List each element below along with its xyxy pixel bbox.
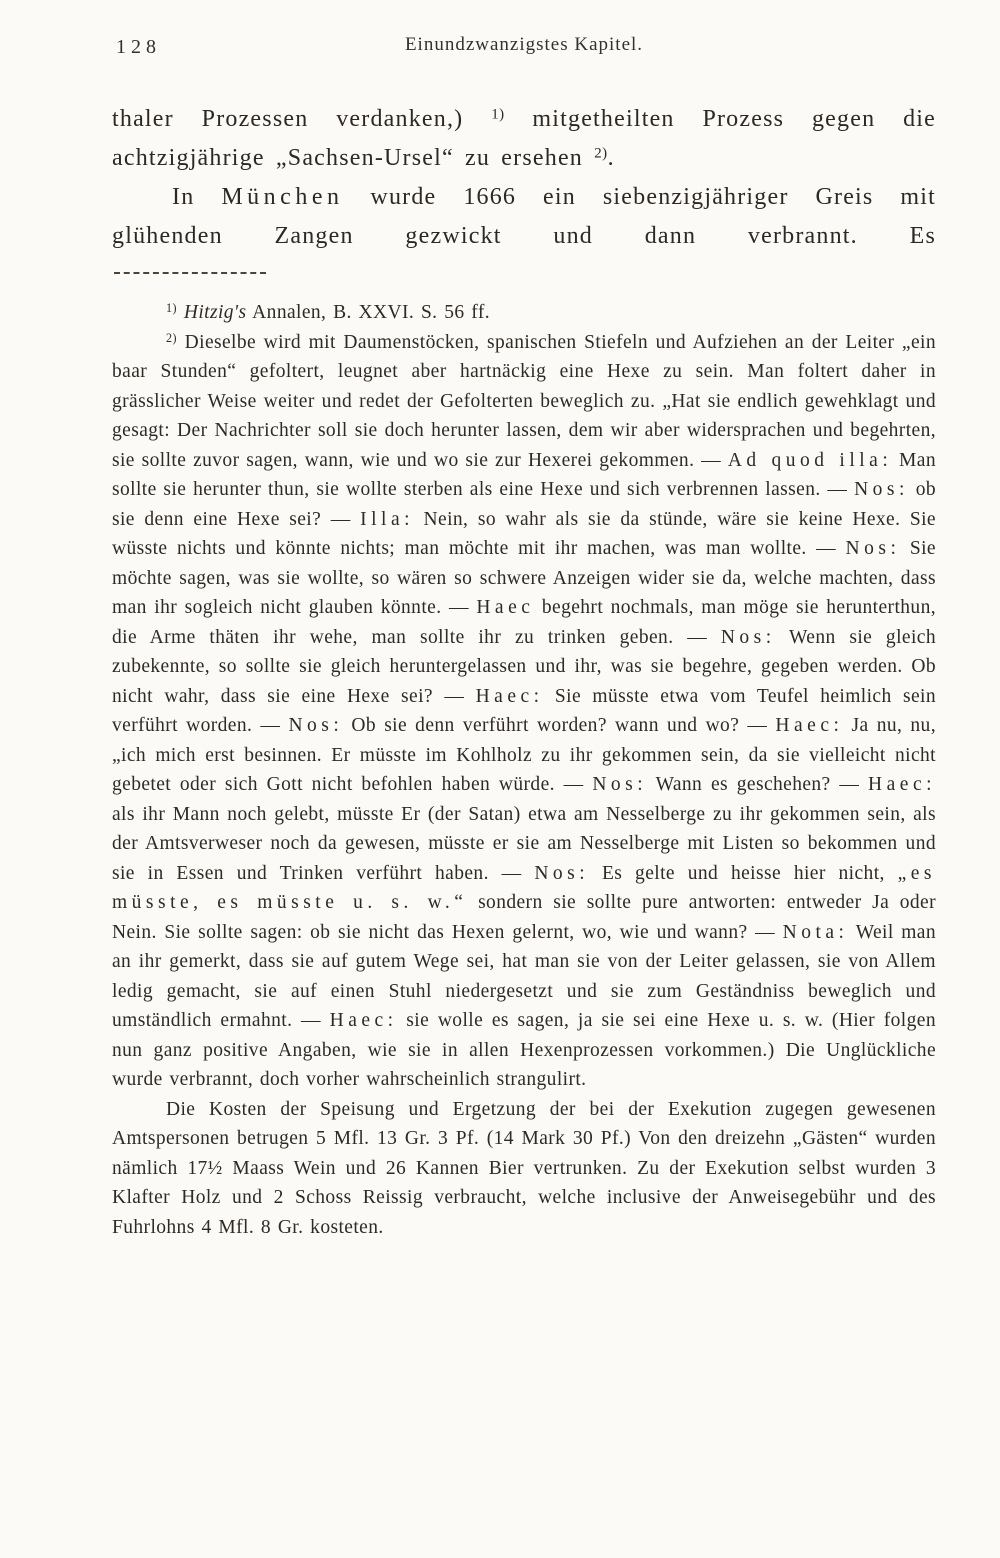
text-run: als ihr Mann noch gelebt, müsste Er (der Satan) etwa am Nesselberge zu ihr gekommen sein, als der Amtsverweser noch da gewesen, müsste er sie am Nesselberge mit Listen so bekommen und sie in Essen und Trinken verführt haben. — bbox=[112, 803, 936, 884]
spaced-term: Illa: bbox=[360, 508, 415, 530]
main-text-block bbox=[112, 100, 936, 256]
chapter-header: Einundzwanzigstes Kapitel. bbox=[404, 34, 644, 55]
text-run: . bbox=[607, 145, 615, 171]
text-run: Annalen, B. XXVI. S. 56 ff. bbox=[246, 302, 491, 323]
text-run: ob sie denn eine Hexe sei? — bbox=[112, 479, 936, 530]
text-run: sondern sie sollte pure antworten: entweder Ja oder Nein. Sie sollte sagen: ob sie nicht das Hexen gelernt, wo, wie und wann? — bbox=[112, 892, 936, 943]
spaced-term: Haec: bbox=[775, 715, 844, 736]
italic-term: Hitzig's bbox=[183, 302, 247, 323]
text-run: Dieselbe wird mit Daumenstöcken, spanischen Stiefeln und Aufziehen an der Leiter „ein baar Stunden“ gefoltert, leugnet aber hartnäckig eine Hexe zu sein. Man foltert daher in grässlicher Weise weiter und redet der Gefolterten beweglich zu. „Hat sie endlich gewehklagt und gesagt: Der Nachrichter soll sie doch herunter lassen, dem wir aber widersprachen und begehrten, sie sollte zuvor sagen, wann, wie und wo sie zur Hexerei gekommen. — bbox=[112, 331, 936, 471]
text-run: Die Kosten der Speisung und Ergetzung der bei der Exekution zugegen gewesenen Amtspersonen betrugen 5 Mfl. 13 Gr. 3 Pf. (14 Mark 30 Pf.) Von den dreizehn „Gästen“ wurden nämlich 17½ Maass Wein und 26 Kannen Bier vertrunken. Zu der Exekution selbst wurden 3 Klafter Holz und 2 Schoss Reissig verbraucht, welche inclusive der Anweisegebühr und des Fuhrlohns 4 Mfl. 8 Gr. kosteten. bbox=[112, 1098, 936, 1238]
footnote-separator bbox=[114, 272, 266, 274]
text-run: begehrt nochmals, man möge sie herunterthun, die Arme thäten ihr wehe, man sollte ihr zu trinken geben. — bbox=[112, 597, 936, 648]
text-run: sie wolle es sagen, ja sie sei eine Hexe u. s. w. (Hier folgen nun ganz positive Angaben, wie sie in allen Hexenprozessen vorkommen.) Die Unglückliche wurde verbrannt, doch vorher wahrscheinlich strangulirt. bbox=[112, 1010, 936, 1090]
text-run: Wenn sie gleich zubekennte, so sollte sie gleich heruntergelassen und ihr, was sie begehre, gegeben werden. Ob nicht wahr, dass sie eine Hexe sei? — bbox=[112, 626, 936, 707]
footnote-ref: 1) bbox=[491, 106, 505, 123]
footnote-ref: 2) bbox=[594, 145, 608, 162]
spaced-term: Nos: bbox=[720, 626, 776, 648]
spaced-term: Haec: bbox=[475, 685, 544, 707]
page-number: 128 bbox=[116, 36, 161, 58]
text-run: Weil man an ihr gemerkt, dass sie auf gutem Wege sei, hat man sie von der Leiter gelassen, sie von Allem ledig gemacht, sie auf einen Stuhl niedergesetzt und sie zum Geständniss beweglich und umständlich ermahnt. — bbox=[112, 921, 937, 1031]
running-head bbox=[112, 34, 936, 60]
text-run: Ja nu, nu, „ich mich erst besinnen. Er müsste im Kohlholz zu ihr gekommen sein, da sie vielleicht nicht gebetet oder sich Gott nicht befohlen haben würde. — bbox=[112, 715, 936, 795]
text-run: mitgetheilten Prozess gegen die achtzigjährige „Sachsen-Ursel“ zu ersehen bbox=[112, 106, 937, 171]
text-run: Wann es geschehen? — bbox=[647, 774, 869, 795]
text-run: Es gelte und heisse hier nicht, bbox=[589, 862, 898, 884]
text-run: wurde 1666 ein siebenzigjähriger Greis mit glühenden Zangen gezwickt und dann verbrannt. Es bbox=[112, 184, 936, 249]
footnotes-section bbox=[112, 298, 936, 1242]
spaced-term: Haec bbox=[476, 597, 535, 618]
spaced-term: Nos: bbox=[592, 774, 648, 795]
body-paragraph-2 bbox=[112, 178, 936, 256]
footnote-2 bbox=[112, 328, 936, 1095]
footnote-ref: 2) bbox=[166, 330, 178, 345]
spaced-term: München bbox=[221, 184, 344, 210]
footnote-ref: 1) bbox=[166, 300, 178, 315]
book-page bbox=[112, 34, 936, 1242]
text-run: thaler Prozessen verdanken,) bbox=[112, 106, 492, 132]
footnote-1 bbox=[112, 298, 936, 328]
text-run bbox=[177, 302, 184, 323]
spaced-term: „es müsste, es müsste u. s. w.“ bbox=[112, 862, 936, 913]
text-run: Man sollte sie herunter thun, sie wollte sterben als eine Hexe und sich verbrennen lassen. — bbox=[112, 449, 936, 500]
text-run: Sie möchte sagen, was sie wollte, so wären so schwere Anzeigen wider sie da, welche machten, dass man ihr sogleich nicht glauben könnte. — bbox=[112, 538, 936, 618]
body-paragraph-1 bbox=[112, 100, 936, 178]
spaced-term: Haec: bbox=[329, 1010, 398, 1031]
spaced-term: Nos: bbox=[854, 479, 909, 500]
footnote-2-costs bbox=[112, 1095, 936, 1243]
spaced-term: Haec: bbox=[868, 774, 937, 795]
text-run: Ob sie denn verführt worden? wann und wo? — bbox=[343, 715, 776, 736]
text-run: Nein, so wahr als sie da stünde, wäre sie keine Hexe. Sie wüsste nichts und könnte nichts; man möchte mit ihr machen, was man wollte. — bbox=[112, 508, 936, 559]
spaced-term: Ad quod illa: bbox=[727, 449, 893, 471]
spaced-term: Nos: bbox=[845, 538, 901, 559]
text-run: In bbox=[172, 184, 222, 210]
spaced-term: Nos: bbox=[288, 715, 344, 736]
spaced-term: Nos: bbox=[534, 862, 590, 884]
spaced-term: Nota: bbox=[782, 921, 849, 943]
text-run: Sie müsste etwa vom Teufel heimlich sein verführt worden. — bbox=[112, 685, 936, 736]
